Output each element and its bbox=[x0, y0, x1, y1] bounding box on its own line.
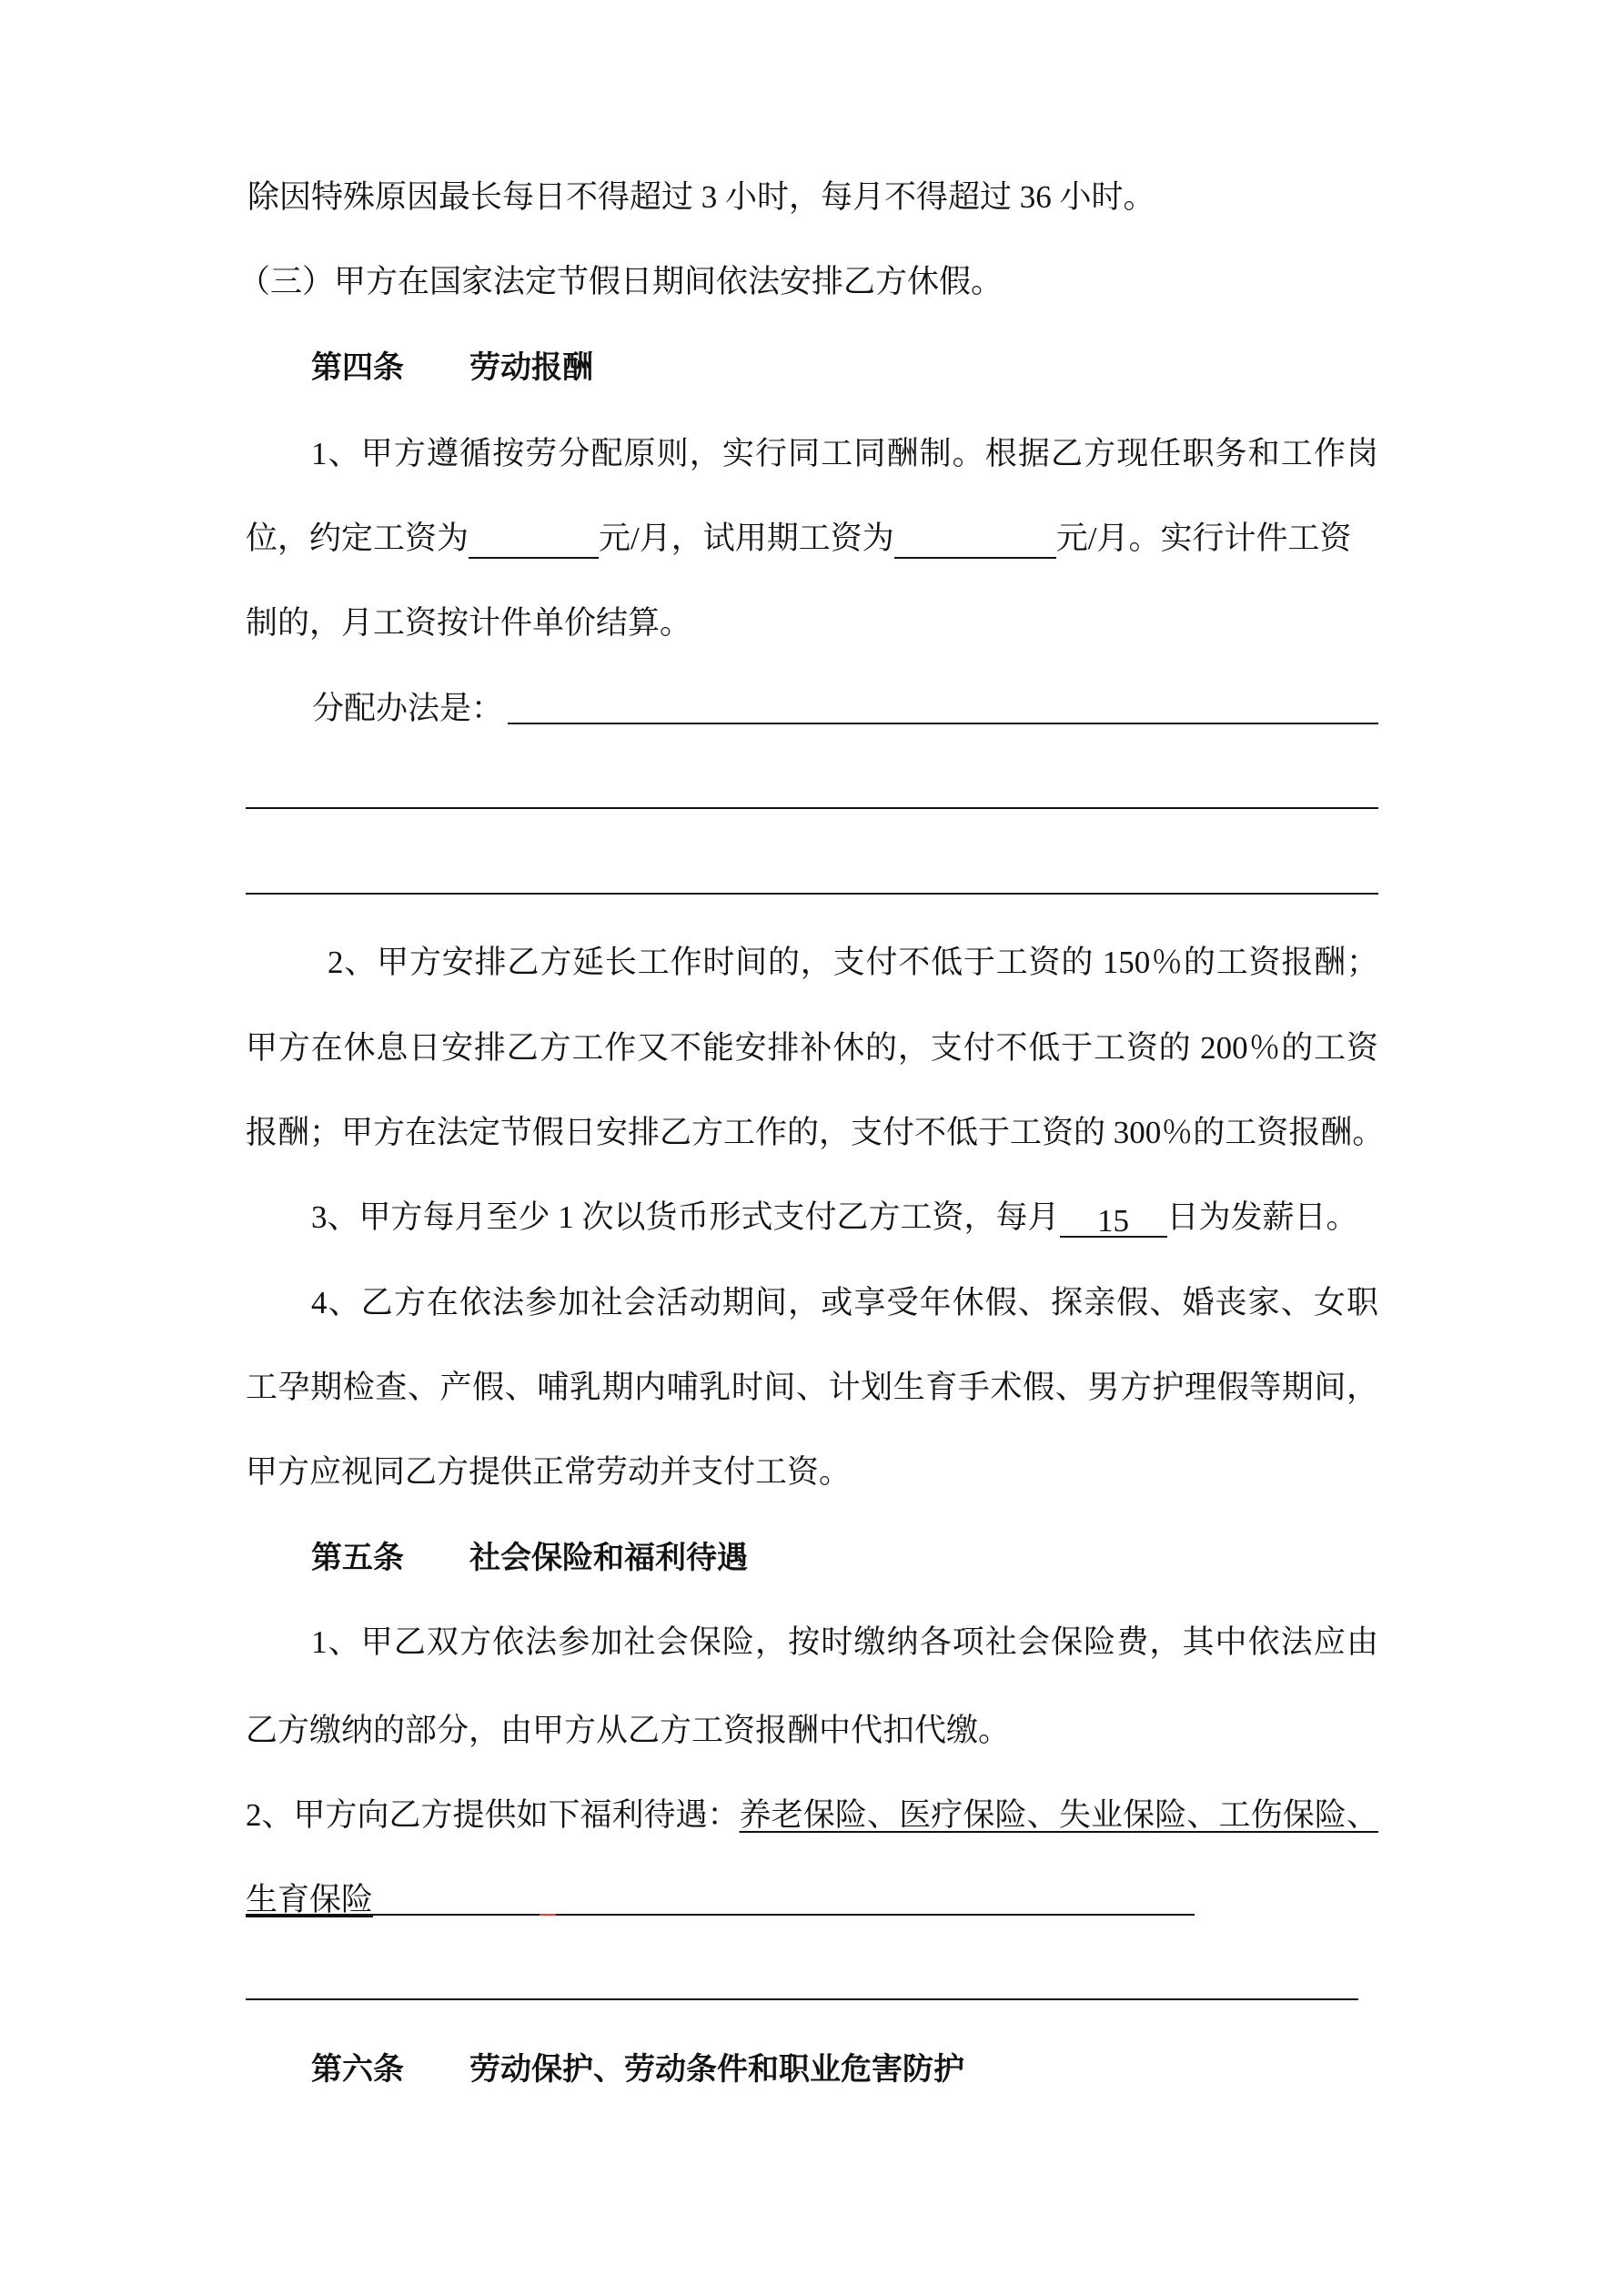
paragraph-line: 工孕期检查、产假、哺乳期内哺乳时间、计划生育手术假、男方护理假等期间， bbox=[246, 1370, 1378, 1405]
article-4-heading bbox=[311, 348, 593, 388]
salary-blank[interactable] bbox=[469, 526, 599, 559]
paragraph-line: 甲方应视同乙方提供正常劳动并支付工资。 bbox=[246, 1454, 852, 1490]
text: 2、甲方向乙方提供如下福利待遇： bbox=[246, 1797, 740, 1833]
payday-field[interactable]: 15 bbox=[1060, 1205, 1167, 1238]
article-number: 第五条 bbox=[311, 1540, 404, 1576]
benefits-value-cont[interactable]: 生育保险 bbox=[246, 1882, 374, 1917]
article-number: 第六条 bbox=[311, 2051, 404, 2088]
distribution-blank-line[interactable] bbox=[246, 807, 1378, 809]
text: 位，约定工资为 bbox=[246, 521, 469, 556]
probation-salary-blank[interactable] bbox=[894, 526, 1056, 559]
text: 3、甲方每月至少 1 次以货币形式支付乙方工资，每月 bbox=[311, 1199, 1060, 1235]
article-title: 劳动报酬 bbox=[469, 349, 593, 386]
red-mark bbox=[540, 1914, 556, 1916]
distribution-label: 分配办法是： bbox=[312, 691, 504, 726]
paragraph-line: 制的，月工资按计件单价结算。 bbox=[246, 605, 692, 641]
paragraph-line: 报酬；甲方在法定节假日安排乙方工作的，支付不低于工资的 300％的工资报酬。 bbox=[246, 1115, 1385, 1150]
salary-line bbox=[246, 519, 1351, 559]
paragraph-line: 2、甲方安排乙方延长工作时间的，支付不低于工资的 150％的工资报酬； bbox=[328, 945, 1378, 980]
text: 元/月，试用期工资为 bbox=[599, 521, 894, 556]
text: 元/月。实行计件工资 bbox=[1055, 521, 1352, 556]
article-number: 第四条 bbox=[311, 349, 404, 386]
distribution-blank-line[interactable] bbox=[508, 723, 1378, 724]
paragraph-line: 除因特殊原因最长每日不得超过 3 小时，每月不得超过 36 小时。 bbox=[247, 179, 1155, 215]
payday-line bbox=[311, 1198, 1358, 1238]
article-title: 社会保险和福利待遇 bbox=[469, 1540, 748, 1576]
text: 日为发薪日。 bbox=[1166, 1199, 1358, 1235]
benefits-blank-line[interactable] bbox=[246, 1914, 1195, 1916]
benefits-blank-line[interactable] bbox=[246, 1998, 1358, 2000]
distribution-blank-line[interactable] bbox=[246, 893, 1378, 895]
article-title: 劳动保护、劳动条件和职业危害防护 bbox=[469, 2051, 964, 2088]
paragraph-line: （三）甲方在国家法定节假日期间依法安排乙方休假。 bbox=[238, 264, 1004, 299]
article-6-heading bbox=[311, 2049, 964, 2089]
paragraph-line: 1、甲乙双方依法参加社会保险，按时缴纳各项社会保险费，其中依法应由 bbox=[311, 1624, 1378, 1660]
paragraph-line: 1、甲方遵循按劳分配原则，实行同工同酬制。根据乙方现任职务和工作岗 bbox=[311, 436, 1378, 471]
paragraph-line: 4、乙方在依法参加社会活动期间，或享受年休假、探亲假、婚丧家、女职 bbox=[311, 1285, 1378, 1320]
benefits-line bbox=[246, 1795, 1378, 1836]
paragraph-line: 乙方缴纳的部分，由甲方从乙方工资报酬中代扣代缴。 bbox=[246, 1713, 1011, 1748]
paragraph-line: 甲方在休息日安排乙方工作又不能安排补休的，支付不低于工资的 200％的工资 bbox=[246, 1030, 1378, 1066]
benefits-value[interactable]: 养老保险、医疗保险、失业保险、工伤保险、 bbox=[739, 1797, 1378, 1833]
article-5-heading bbox=[311, 1538, 748, 1578]
